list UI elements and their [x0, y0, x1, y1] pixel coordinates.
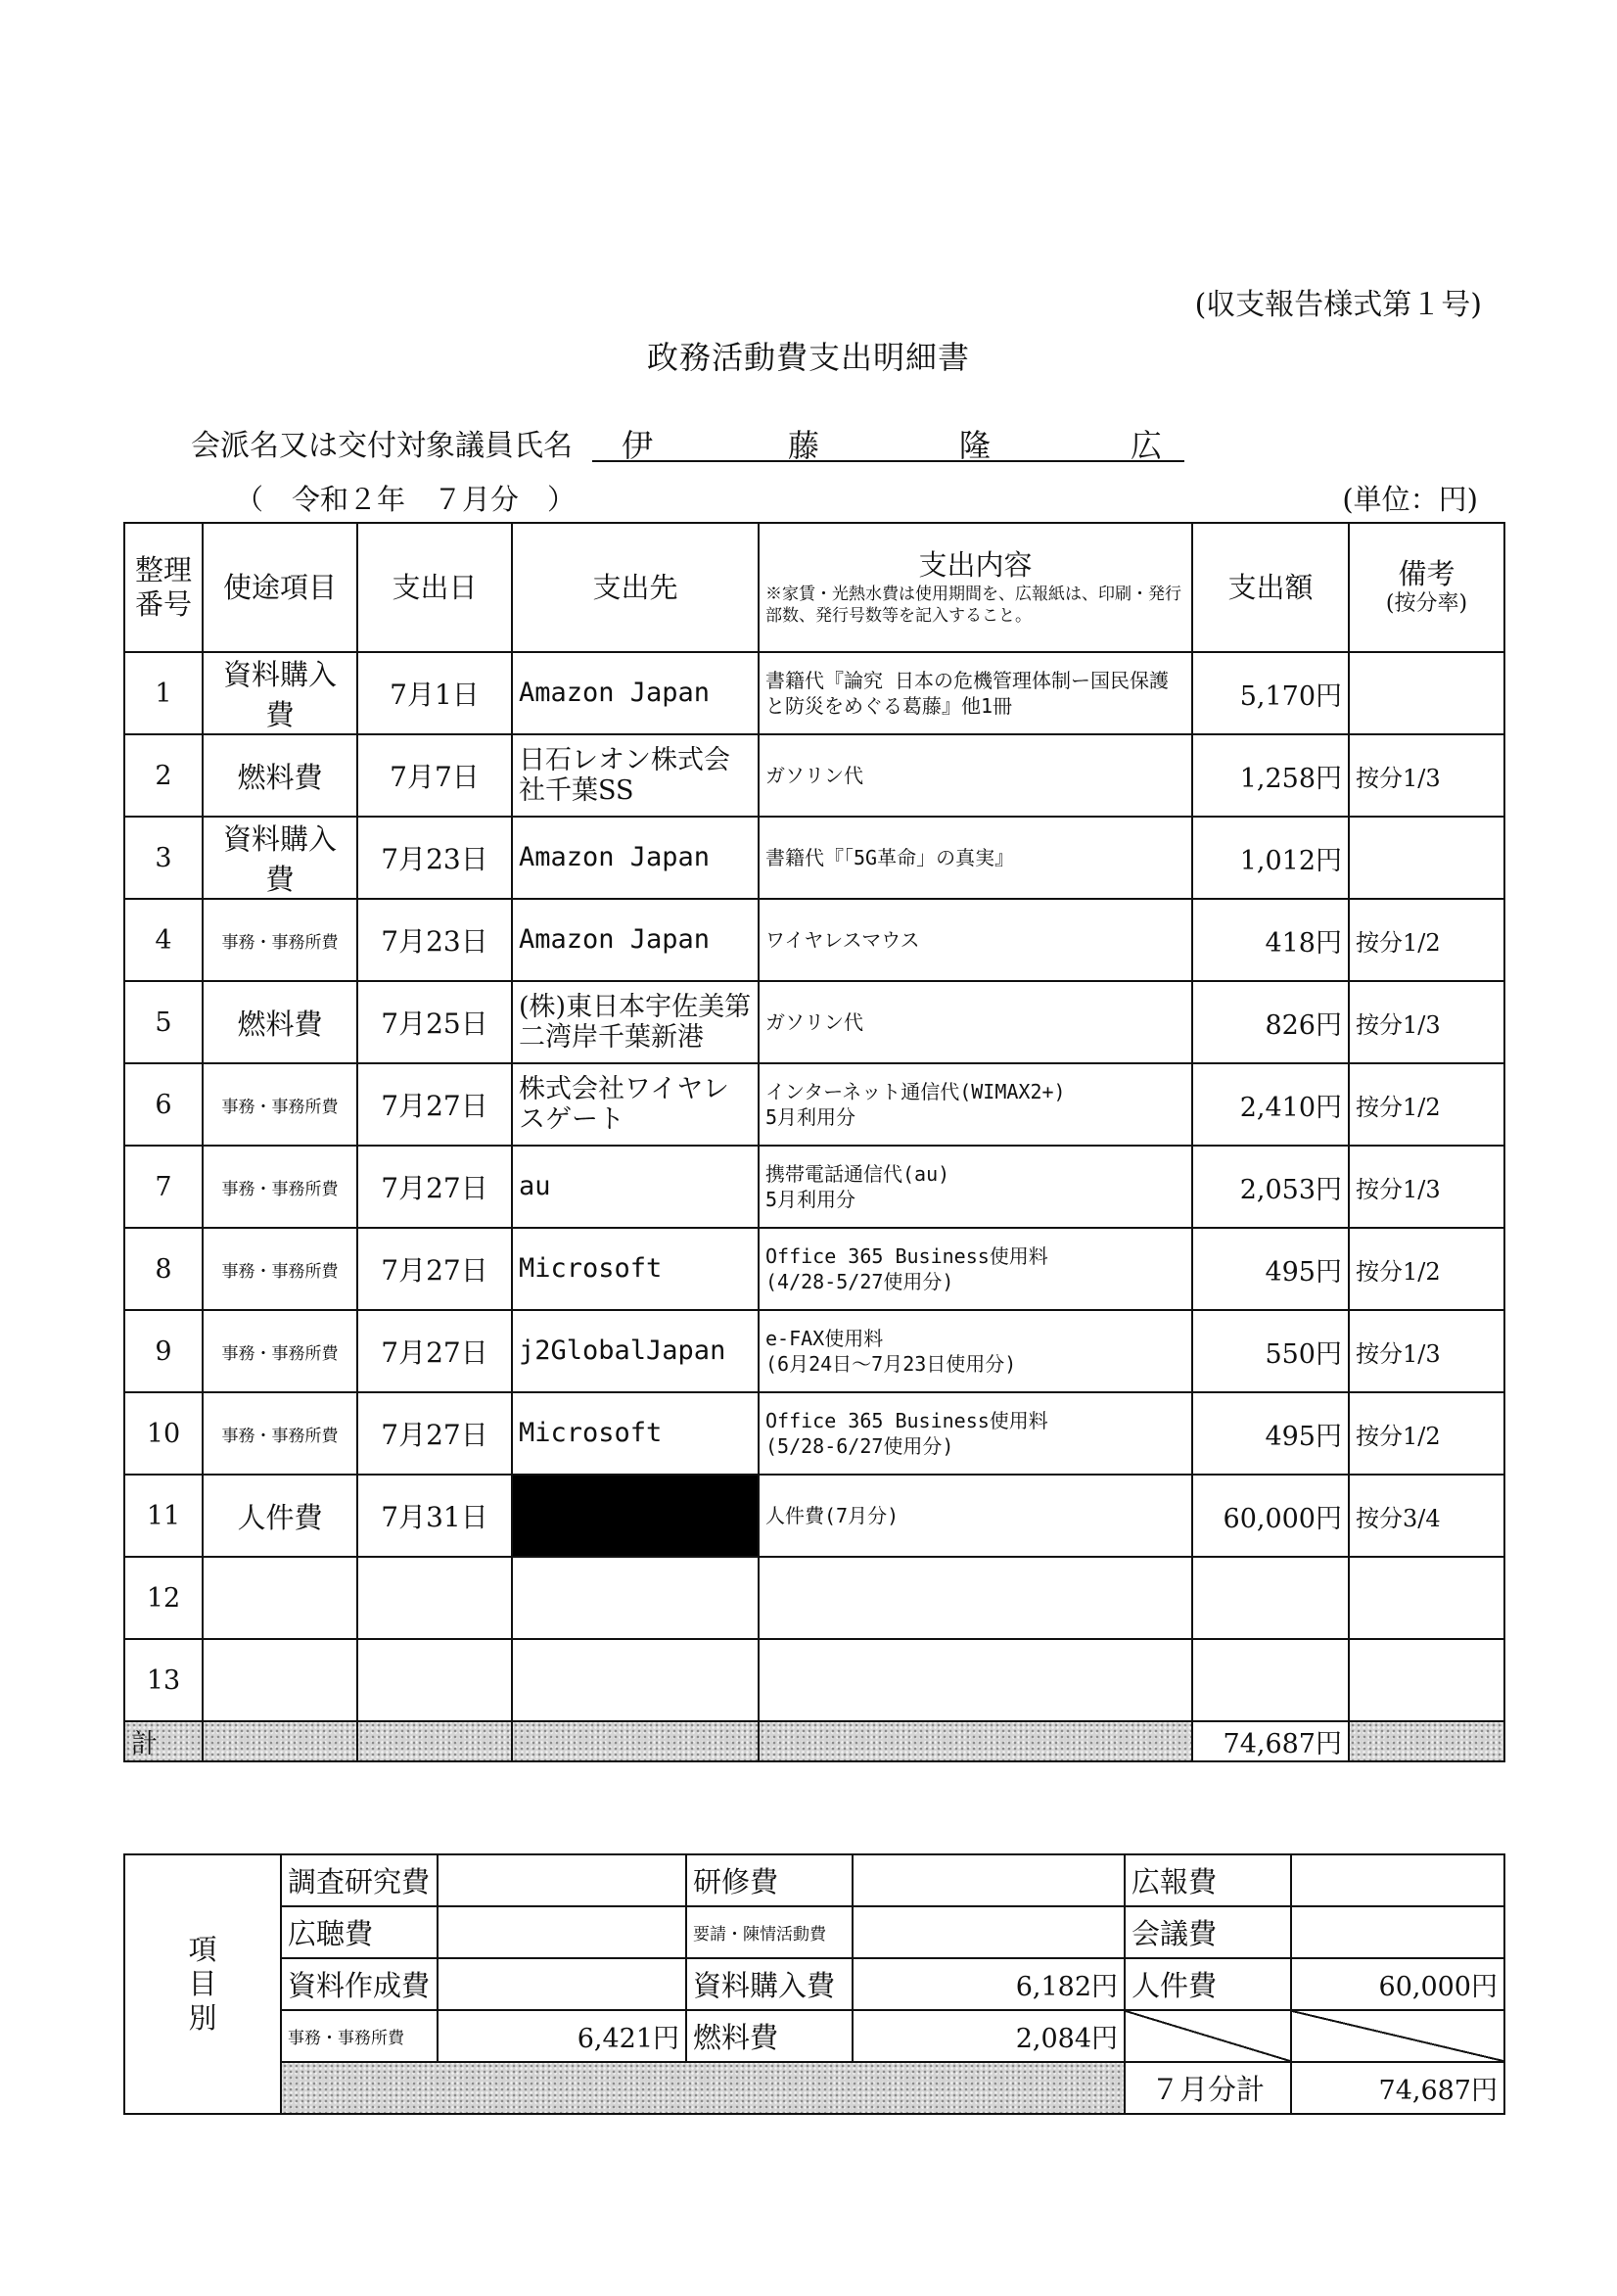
summary-row: [124, 2062, 1504, 2114]
row-category: [203, 1557, 357, 1639]
row-payee: Microsoft: [512, 1392, 759, 1475]
table-row: [124, 734, 1504, 817]
row-note: 按分1/3: [1349, 734, 1504, 817]
row-number: 8: [124, 1228, 203, 1310]
row-amount: 495円: [1192, 1228, 1349, 1310]
summary-material-prep-label: 資料作成費: [281, 1958, 438, 2010]
summary-row: [124, 1854, 1504, 1906]
row-number: 5: [124, 981, 203, 1063]
row-content: ガソリン代: [759, 981, 1192, 1063]
header-content: [759, 523, 1192, 652]
row-number: 11: [124, 1475, 203, 1557]
row-content: Office 365 Business使用料 (5/28-6/27使用分): [759, 1392, 1192, 1475]
row-payee: au: [512, 1146, 759, 1228]
table-body: [124, 652, 1504, 1721]
summary-month-total-label: ７月分計: [1125, 2062, 1291, 2114]
row-category: 燃料費: [203, 981, 357, 1063]
row-content: e-FAX使用料 (6月24日～7月23日使用分): [759, 1310, 1192, 1392]
row-note: 按分1/3: [1349, 1310, 1504, 1392]
table-row: [124, 1063, 1504, 1146]
row-content: Office 365 Business使用料 (4/28-5/27使用分): [759, 1228, 1192, 1310]
total-blank-cell: [203, 1721, 357, 1761]
total-blank-cell: [512, 1721, 759, 1761]
row-date: 7月25日: [357, 981, 512, 1063]
member-name-label: 会派名又は交付対象議員氏名: [191, 429, 573, 463]
table-row: [124, 1639, 1504, 1721]
row-category: 事務・事務所費: [203, 1146, 357, 1228]
member-name-char: 伊: [622, 427, 654, 464]
summary-research-label: 調査研究費: [281, 1854, 438, 1906]
row-payee: 株式会社ワイヤレスゲート: [512, 1063, 759, 1146]
row-note: 按分1/3: [1349, 1146, 1504, 1228]
header-content-label: 支出内容: [918, 547, 1033, 582]
row-date: 7月27日: [357, 1146, 512, 1228]
header-payee: 支出先: [512, 523, 759, 652]
summary-hearing-value: [438, 1906, 686, 1958]
row-category: 事務・事務所費: [203, 1392, 357, 1475]
row-amount: 826円: [1192, 981, 1349, 1063]
row-number: 7: [124, 1146, 203, 1228]
table-row: [124, 1557, 1504, 1639]
summary-petition-label: 要請・陳情活動費: [686, 1906, 853, 1958]
row-category: 事務・事務所費: [203, 1063, 357, 1146]
row-content: 書籍代『論究 日本の危機管理体制ー国民保護と防災をめぐる葛藤』他1冊: [759, 652, 1192, 734]
row-payee: 日石レオン株式会社千葉SS: [512, 734, 759, 817]
row-number: 4: [124, 899, 203, 981]
table-row: [124, 1146, 1504, 1228]
member-name-row: [191, 421, 1163, 464]
summary-shaded-cell: [281, 2062, 1125, 2114]
summary-material-purchase-value: 6,182円: [853, 1958, 1125, 2010]
row-content: 人件費(7月分): [759, 1475, 1192, 1557]
row-payee: Amazon Japan: [512, 652, 759, 734]
row-content: インターネット通信代(WIMAX2+) 5月利用分: [759, 1063, 1192, 1146]
row-amount: 2,053円: [1192, 1146, 1349, 1228]
row-date: 7月1日: [357, 652, 512, 734]
member-name-field: [592, 421, 1184, 462]
summary-row: [124, 1906, 1504, 1958]
row-date: [357, 1557, 512, 1639]
summary-training-label: 研修費: [686, 1854, 853, 1906]
row-payee: Amazon Japan: [512, 899, 759, 981]
table-row: [124, 652, 1504, 734]
summary-office-value: 6,421円: [438, 2010, 686, 2062]
row-note: [1349, 817, 1504, 899]
total-blank-cell: [1349, 1721, 1504, 1761]
table-row: [124, 817, 1504, 899]
row-note: [1349, 652, 1504, 734]
summary-row: [124, 2010, 1504, 2062]
row-date: 7月31日: [357, 1475, 512, 1557]
summary-meeting-value: [1291, 1906, 1504, 1958]
row-date: 7月23日: [357, 817, 512, 899]
row-category: 人件費: [203, 1475, 357, 1557]
table-row: [124, 1392, 1504, 1475]
table-row: [124, 1475, 1504, 1557]
header-date: 支出日: [357, 523, 512, 652]
row-note: 按分1/2: [1349, 1228, 1504, 1310]
row-category: [203, 1639, 357, 1721]
row-number: 12: [124, 1557, 203, 1639]
summary-material-prep-value: [438, 1958, 686, 2010]
row-payee: [512, 1557, 759, 1639]
row-category: 資料購入費: [203, 817, 357, 899]
row-note: 按分1/2: [1349, 1392, 1504, 1475]
row-date: 7月27日: [357, 1228, 512, 1310]
row-category: 事務・事務所費: [203, 1310, 357, 1392]
summary-month-total-value: 74,687円: [1291, 2062, 1504, 2114]
row-date: 7月23日: [357, 899, 512, 981]
row-payee: [512, 1639, 759, 1721]
row-amount: 495円: [1192, 1392, 1349, 1475]
row-amount: 5,170円: [1192, 652, 1349, 734]
summary-item-header-text: 項目別: [188, 1933, 217, 2035]
page-title: 政務活動費支出明細書: [646, 339, 970, 376]
table-row: [124, 1228, 1504, 1310]
row-category: 事務・事務所費: [203, 899, 357, 981]
row-number: 3: [124, 817, 203, 899]
summary-item-header: [124, 1854, 281, 2114]
summary-petition-value: [853, 1906, 1125, 1958]
summary-training-value: [853, 1854, 1125, 1906]
row-note: [1349, 1639, 1504, 1721]
total-amount: 74,687円: [1192, 1721, 1349, 1761]
summary-fuel-value: 2,084円: [853, 2010, 1125, 2062]
row-note: 按分1/2: [1349, 1063, 1504, 1146]
total-label: 計: [124, 1721, 203, 1761]
row-amount: [1192, 1557, 1349, 1639]
row-number: 9: [124, 1310, 203, 1392]
summary-office-label: 事務・事務所費: [281, 2010, 438, 2062]
total-blank-cell: [357, 1721, 512, 1761]
row-number: 10: [124, 1392, 203, 1475]
row-note: [1349, 1557, 1504, 1639]
header-remarks-label: 備考: [1398, 557, 1455, 591]
summary-pr-value: [1291, 1854, 1504, 1906]
row-amount: [1192, 1639, 1349, 1721]
row-payee: Amazon Japan: [512, 817, 759, 899]
total-blank-cell: [759, 1721, 1192, 1761]
header-remarks: [1349, 523, 1504, 652]
table-row: [124, 1310, 1504, 1392]
row-content: 携帯電話通信代(au) 5月利用分: [759, 1146, 1192, 1228]
row-date: 7月27日: [357, 1310, 512, 1392]
header-no: 整理番号: [124, 523, 203, 652]
header-amount: 支出額: [1192, 523, 1349, 652]
unit-label: (単位：円): [1342, 483, 1478, 516]
row-amount: 2,410円: [1192, 1063, 1349, 1146]
redacted-payee: [512, 1475, 759, 1557]
header-remarks-sub: (按分率): [1385, 591, 1468, 617]
row-date: [357, 1639, 512, 1721]
row-category: 事務・事務所費: [203, 1228, 357, 1310]
row-category: 燃料費: [203, 734, 357, 817]
total-row: [124, 1721, 1504, 1761]
row-amount: 1,012円: [1192, 817, 1349, 899]
row-number: 13: [124, 1639, 203, 1721]
row-date: 7月27日: [357, 1063, 512, 1146]
row-content: ガソリン代: [759, 734, 1192, 817]
summary-fuel-label: 燃料費: [686, 2010, 853, 2062]
row-amount: 550円: [1192, 1310, 1349, 1392]
row-payee: (株)東日本宇佐美第二湾岸千葉新港: [512, 981, 759, 1063]
row-content: [759, 1557, 1192, 1639]
row-number: 6: [124, 1063, 203, 1146]
table-row: [124, 899, 1504, 981]
report-period: （ 令和２年 ７月分 ）: [235, 483, 577, 516]
row-content: [759, 1639, 1192, 1721]
summary-table: [123, 1853, 1505, 2115]
summary-struck-cell: [1125, 2010, 1291, 2062]
row-amount: 418円: [1192, 899, 1349, 981]
row-note: 按分1/3: [1349, 981, 1504, 1063]
row-number: 1: [124, 652, 203, 734]
summary-material-purchase-label: 資料購入費: [686, 1958, 853, 2010]
row-category: 資料購入費: [203, 652, 357, 734]
summary-struck-cell: [1291, 2010, 1504, 2062]
summary-hearing-label: 広聴費: [281, 1906, 438, 1958]
expense-table: [123, 522, 1505, 1762]
row-note: 按分1/2: [1349, 899, 1504, 981]
member-name-char: 広: [1131, 427, 1163, 464]
row-content: 書籍代『「5G革命」の真実』: [759, 817, 1192, 899]
summary-meeting-label: 会議費: [1125, 1906, 1291, 1958]
row-date: 7月7日: [357, 734, 512, 817]
header-content-note: ※家賃・光熱水費は使用期間を、広報紙は、印刷・発行部数、発行号数等を記入すること。: [765, 585, 1181, 627]
header-category: 使途項目: [203, 523, 357, 652]
row-number: 2: [124, 734, 203, 817]
summary-research-value: [438, 1854, 686, 1906]
table-row: [124, 981, 1504, 1063]
row-note: 按分3/4: [1349, 1475, 1504, 1557]
row-date: 7月27日: [357, 1392, 512, 1475]
form-label: (収支報告様式第１号): [1194, 288, 1482, 322]
member-name-char: 藤: [788, 427, 820, 464]
summary-pr-label: 広報費: [1125, 1854, 1291, 1906]
summary-personnel-label: 人件費: [1125, 1958, 1291, 2010]
row-amount: 1,258円: [1192, 734, 1349, 817]
row-payee: j2GlobalJapan: [512, 1310, 759, 1392]
member-name-char: 隆: [959, 427, 992, 464]
summary-row: [124, 1958, 1504, 2010]
summary-personnel-value: 60,000円: [1291, 1958, 1504, 2010]
row-content: ワイヤレスマウス: [759, 899, 1192, 981]
row-amount: 60,000円: [1192, 1475, 1349, 1557]
row-payee: Microsoft: [512, 1228, 759, 1310]
table-header-row: [124, 523, 1504, 652]
